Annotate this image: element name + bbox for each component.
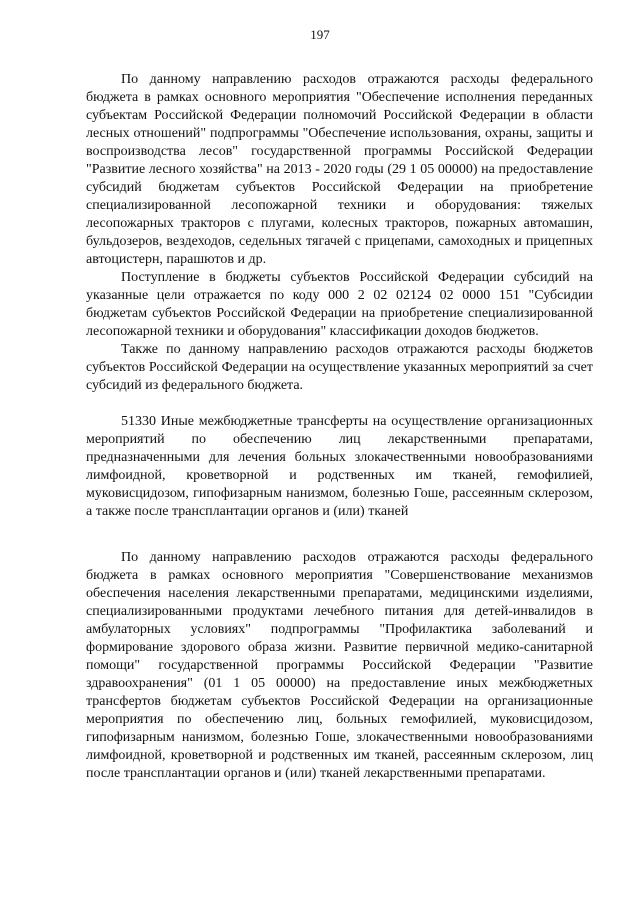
expense-heading-51330: 51330 Иные межбюджетные трансферты на осуществление организационных мероприятий по обеспечению лиц лекарственными препаратами, предназначенными для лечения больных злокачественными новообразованиями лимфоидной, кроветворной и родственных им тканей, гемофилией, муковисцидозом, гипофизарным нанизмом, болезнью Гоше, рассеянным склерозом, а также после трансплантации органов и (или) тканей — [86, 414, 593, 519]
paragraph-regional-budgets: Также по данному направлению расходов отражаются расходы бюджетов субъектов Российской Федерации на осуществление указанных мероприятий за счет субсидий из федерального бюджета. — [86, 342, 593, 393]
document-body — [86, 71, 593, 783]
page-number: 197 — [310, 27, 330, 42]
paragraph-forestry-expenses: По данному направлению расходов отражаются расходы федерального бюджета в рамках основного мероприятия "Обеспечение исполнения переданных субъектам Российской Федерации полномочий Российской Федерации в области лесных отношений" подпрограммы "Обеспечение использования, охраны, защиты и воспроизводства лесов" государственной программы Российской Федерации "Развитие лесного хозяйства" на 2013 - 2020 годы (29 1 05 00000) на предоставление субсидий бюджетам субъектов Российской Федерации на приобретение специализированной лесопожарной техники и оборудования: тяжелых лесопожарных тракторов с плугами, колесных тракторов, пожарных автомашин, бульдозеров, вездеходов, седельных тягачей с прицепами, самоходных и прицепных автоцистерн, парашютов и др. — [86, 72, 593, 267]
paragraph-healthcare-expenses: По данному направлению расходов отражаются расходы федерального бюджета в рамках основного мероприятия "Совершенствование механизмов обеспечения населения лекарственными препаратами, медицинскими изделиями, специализированными продуктами лечебного питания для детей-инвалидов в амбулаторных условиях" подпрограммы "Профилактика заболеваний и формирование здорового образа жизни. Развитие первичной медико-санитарной помощи" государственной программы Российской Федерации "Развитие здравоохранения" (01 1 05 00000) на предоставление иных межбюджетных трансфертов бюджетам субъектов Российской Федерации на организационные мероприятия по обеспечению лиц, больных гемофилией, муковисцидозом, гипофизарным нанизмом, болезнью Гоше, злокачественными новообразованиями лимфоидной, кроветворной и родственных им тканей, рассеянным склерозом, лиц после трансплантации органов и (или) тканей лекарственными препаратами. — [86, 550, 593, 781]
paragraph-subsidy-income-code: Поступление в бюджеты субъектов Российской Федерации субсидий на указанные цели отражается по коду 000 2 02 02124 02 0000 151 "Субсидии бюджетам субъектов Российской Федерации на приобретение специализированной лесопожарной техники и оборудования" классификации доходов бюджетов. — [86, 270, 593, 339]
